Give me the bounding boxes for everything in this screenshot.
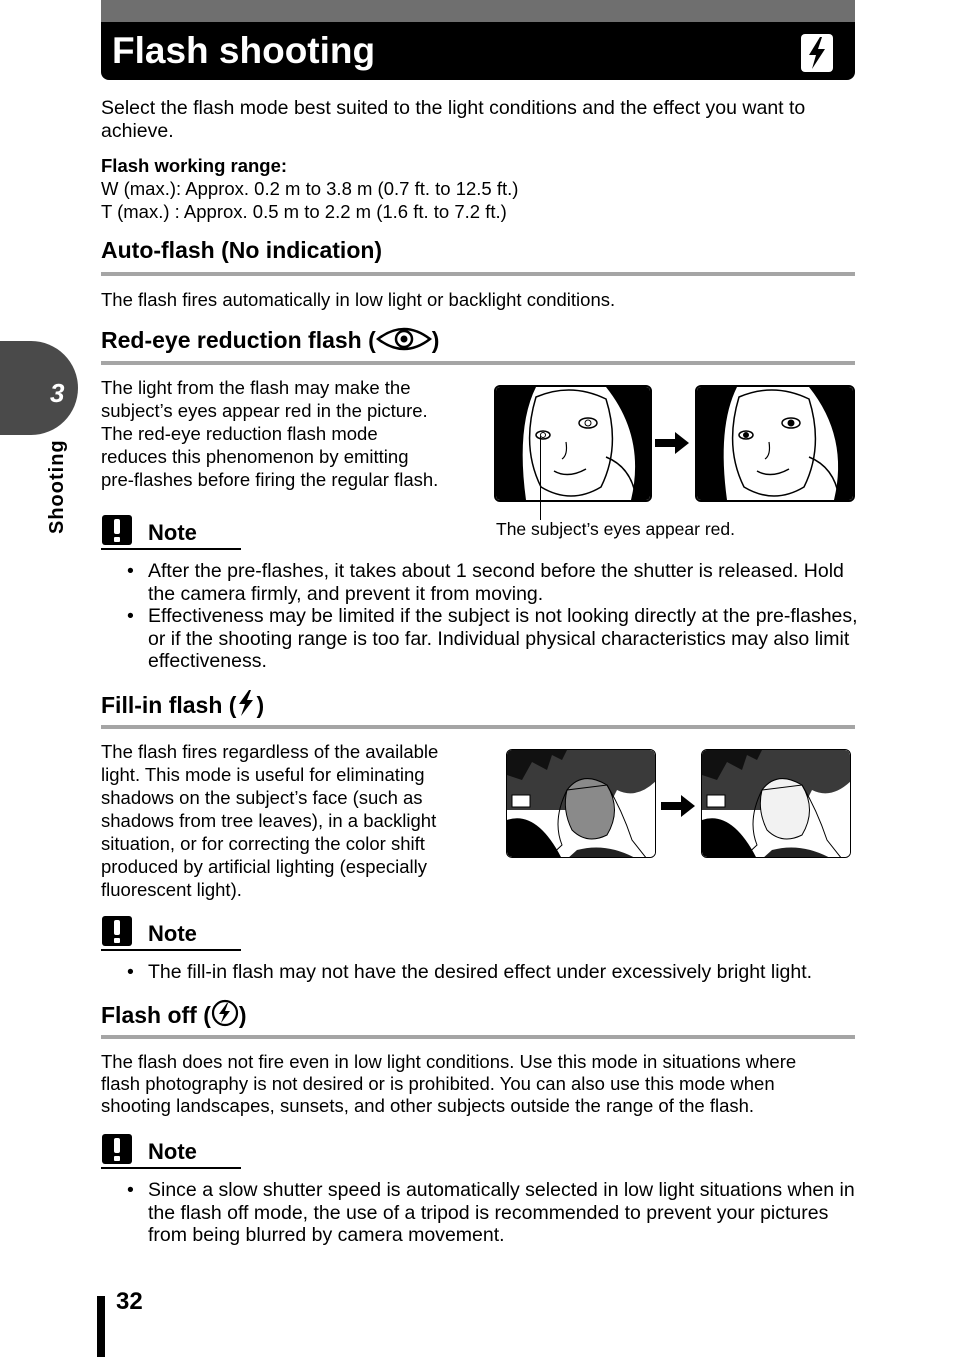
section-divider <box>101 361 855 365</box>
body-line: situation, or for correcting the color shift <box>101 833 425 854</box>
range-heading: Flash working range: <box>101 155 288 176</box>
body-line: The red-eye reduction flash mode <box>101 423 378 444</box>
fill-in-after-photo <box>701 749 851 858</box>
note-rule <box>101 548 241 550</box>
fill-in-heading-text: Fill-in flash ( <box>101 692 237 718</box>
body-line: shadows on the subject’s face (such as <box>101 787 423 808</box>
flash-mode-icon <box>800 33 834 73</box>
flash-off-heading-text: Flash off ( <box>101 1002 211 1028</box>
note-label: Note <box>148 520 197 545</box>
note-icon <box>102 515 132 545</box>
body-line: produced by artificial lighting (especially <box>101 856 427 877</box>
fill-in-heading <box>101 689 264 723</box>
chapter-label: Shooting <box>46 439 68 534</box>
intro-text: Select the flash mode best suited to the light conditions and the effect you want to achieve. <box>101 97 806 142</box>
page-title: Flash shooting <box>112 30 376 71</box>
range-tele: T (max.) : Approx. 0.5 m to 2.2 m (1.6 ft. to 7.2 ft.) <box>101 201 507 222</box>
chapter-number: 3 <box>50 378 65 408</box>
fill-in-notes <box>101 961 871 984</box>
list-item: • The fill-in flash may not have the desired effect under excessively bright light. <box>101 961 871 984</box>
list-item: • Effectiveness may be limited if the subject is not looking directly at the pre-flashes, or if the shooting range is too far. Individual physical characteristics may also limit effectiveness. <box>101 605 861 673</box>
body-line: reduces this phenomenon by emitting <box>101 446 409 467</box>
note-rule <box>101 1167 241 1169</box>
arrow-right-icon <box>655 430 691 456</box>
section-divider <box>101 272 855 276</box>
red-eye-body <box>101 376 481 491</box>
body-line: flash photography is not desired or is prohibited. You can also use this mode when <box>101 1073 775 1094</box>
body-line: subject’s eyes appear red in the picture. <box>101 400 428 421</box>
chapter-tab <box>0 341 78 435</box>
red-eye-notes <box>101 560 861 673</box>
red-eye-after-photo <box>695 385 855 502</box>
flash-bolt-icon <box>236 689 256 723</box>
eye-icon <box>376 325 432 359</box>
body-line: The flash fires regardless of the available <box>101 741 439 762</box>
list-item: • After the pre-flashes, it takes about 1 second before the shutter is released. Hold the camera firmly, and prevent it from moving. <box>101 560 861 605</box>
body-line: fluorescent light). <box>101 879 242 900</box>
flash-off-notes <box>101 1179 866 1247</box>
section-divider <box>101 1035 855 1039</box>
flash-off-heading <box>101 999 247 1033</box>
auto-flash-body: The flash fires automatically in low light or backlight conditions. <box>101 289 616 310</box>
auto-flash-heading: Auto-flash (No indication) <box>101 237 383 263</box>
fill-in-before-photo <box>506 749 656 858</box>
body-line: light. This mode is useful for eliminating <box>101 764 425 785</box>
page-number: 32 <box>116 1288 143 1315</box>
flash-off-body <box>101 1051 871 1117</box>
title-bar-top <box>101 0 855 22</box>
red-eye-before-photo <box>494 385 652 502</box>
note-label: Note <box>148 1139 197 1164</box>
body-line: shadows from tree leaves), in a backlight <box>101 810 437 831</box>
footer-bar <box>97 1296 105 1357</box>
red-eye-heading <box>101 325 439 359</box>
red-eye-heading-text: Red-eye reduction flash ( <box>101 327 376 353</box>
body-line: The light from the flash may make the <box>101 377 411 398</box>
note-rule <box>101 949 241 951</box>
caption-leader-line <box>540 436 541 520</box>
note-icon <box>102 916 132 946</box>
body-line: The flash does not fire even in low light conditions. Use this mode in situations where <box>101 1051 797 1072</box>
section-divider <box>101 725 855 729</box>
flash-off-icon <box>211 999 239 1033</box>
fill-in-body <box>101 740 486 901</box>
arrow-right-icon <box>661 793 697 819</box>
list-item: • Since a slow shutter speed is automatically selected in low light situations when in the flash off mode, the use of a tripod is recommended to prevent your pictures from being blurred by camera movement. <box>101 1179 866 1247</box>
body-line: shooting landscapes, sunsets, and other subjects outside the range of the flash. <box>101 1095 755 1116</box>
note-label: Note <box>148 921 197 946</box>
red-eye-caption: The subject’s eyes appear red. <box>496 519 735 539</box>
note-icon <box>102 1134 132 1164</box>
fill-in-heading-close: ) <box>256 692 265 718</box>
red-eye-heading-close: ) <box>431 327 440 353</box>
range-wide: W (max.): Approx. 0.2 m to 3.8 m (0.7 ft. to 12.5 ft.) <box>101 178 519 199</box>
flash-off-heading-close: ) <box>238 1002 247 1028</box>
body-line: pre-flashes before firing the regular flash. <box>101 469 439 490</box>
